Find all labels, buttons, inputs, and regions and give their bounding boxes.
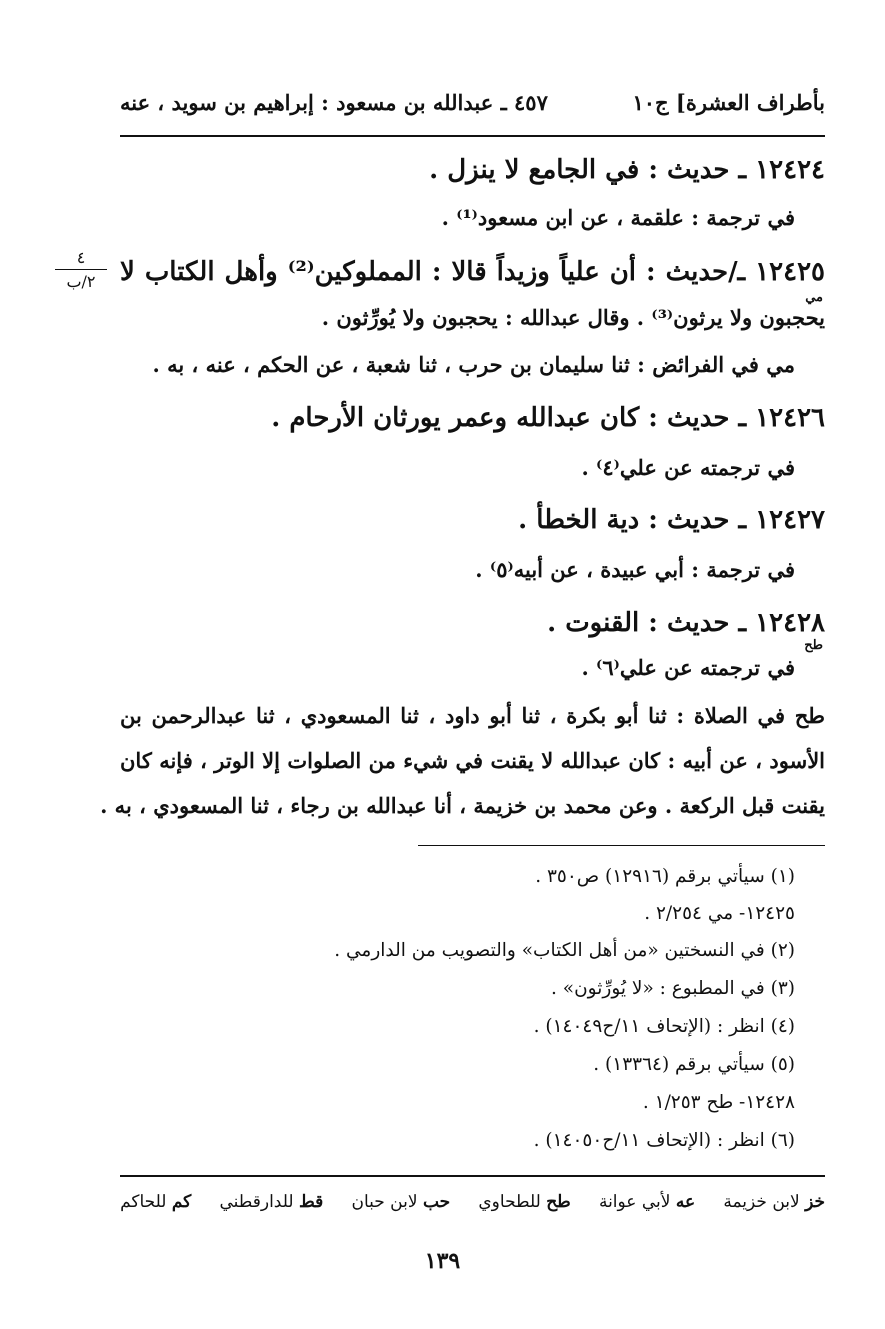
source-tag: طح bbox=[804, 638, 823, 653]
entry-line: يقنت قبل الركعة . وعن محمد بن خزيمة ، أنا عبدالله بن رجاء ، ثنا المسعودي ، به . bbox=[100, 793, 825, 818]
entry-title: ١٢٤٢٤ ـ حديث : في الجامع لا ينزل . bbox=[429, 155, 825, 185]
abbreviation-item: عه لأبي عوانة bbox=[598, 1192, 696, 1212]
entry-line: طح في الصلاة : ثنا أبو بكرة ، ثنا أبو داود ، ثنا المسعودي ، ثنا عبدالرحمن بن bbox=[120, 703, 825, 728]
running-header-book: بأطراف العشرة] ج١٠ bbox=[632, 90, 825, 115]
abbreviation-item: خز لابن خزيمة bbox=[723, 1192, 825, 1212]
entry-line: يحجبون ولا يرثون⁽³⁾ . وقال عبدالله : يحجبون ولا يُورِّثون . bbox=[321, 305, 825, 330]
margin-note-top: ٤ bbox=[55, 248, 107, 270]
footnote: (٥) سيأتي برقم (١٣٣٦٤) . bbox=[593, 1054, 795, 1075]
footnote: (٤) انظر : (الإتحاف ١١/ح١٤٠٤٩) . bbox=[533, 1016, 795, 1037]
abbreviation-key bbox=[120, 1192, 825, 1212]
footnote: ١٢٤٢٨- طح ١/٢٥٣ . bbox=[642, 1092, 795, 1113]
abbreviation-item: حب لابن حبان bbox=[351, 1192, 451, 1212]
abbreviation-item: طح للطحاوي bbox=[478, 1192, 571, 1212]
entry-title: ١٢٤٢٥ ـ/حديث : أن علياً وزيداً قالا : المملوكين⁽²⁾ وأهل الكتاب لا bbox=[120, 257, 825, 287]
entry-title: ١٢٤٢٧ ـ حديث : دية الخطأ . bbox=[518, 505, 825, 535]
margin-note-bottom: ٢/ب bbox=[66, 272, 96, 291]
page-number: ١٣٩ bbox=[424, 1248, 461, 1274]
footnote: (٢) في النسختين «من أهل الكتاب» والتصويب من الدارمي . bbox=[334, 940, 795, 961]
entry-line: في ترجمته عن علي⁽٦⁾ . bbox=[581, 655, 795, 680]
footnote-rule bbox=[418, 845, 825, 846]
header-rule bbox=[120, 135, 825, 137]
entry-line: الأسود ، عن أبيه : كان عبدالله لا يقنت في شيء من الصلوات إلا الوتر ، فإنه كان bbox=[120, 748, 825, 773]
entry-line: مي في الفرائض : ثنا سليمان بن حرب ، ثنا شعبة ، عن الحكم ، عنه ، به . bbox=[152, 352, 795, 377]
footer-rule bbox=[120, 1175, 825, 1177]
abbreviation-item: كم للحاكم bbox=[120, 1192, 192, 1212]
footnote: ١٢٤٢٥- مي ٢/٢٥٤ . bbox=[644, 903, 795, 924]
footnote: (١) سيأتي برقم (١٢٩١٦) ص٣٥٠ . bbox=[535, 866, 795, 887]
footnote: (٣) في المطبوع : «لا يُورِّثون» . bbox=[551, 978, 795, 999]
entry-title: ١٢٤٢٦ ـ حديث : كان عبدالله وعمر يورثان الأرحام . bbox=[271, 403, 825, 433]
footnote: (٦) انظر : (الإتحاف ١١/ح١٤٠٥٠) . bbox=[533, 1130, 795, 1151]
source-tag: مي bbox=[805, 290, 823, 305]
margin-note bbox=[55, 248, 107, 291]
entry-title: ١٢٤٢٨ ـ حديث : القنوت . bbox=[547, 608, 825, 638]
entry-line: في ترجمة : أبي عبيدة ، عن أبيه⁽٥⁾ . bbox=[475, 557, 795, 582]
running-header-chapter: ٤٥٧ ـ عبدالله بن مسعود : إبراهيم بن سويد ، عنه bbox=[120, 90, 548, 115]
entry-line: في ترجمته عن علي⁽٤⁾ . bbox=[581, 455, 795, 480]
abbreviation-item: قط للدارقطني bbox=[219, 1192, 324, 1212]
entry-line: في ترجمة : علقمة ، عن ابن مسعود⁽¹⁾ . bbox=[441, 205, 795, 230]
